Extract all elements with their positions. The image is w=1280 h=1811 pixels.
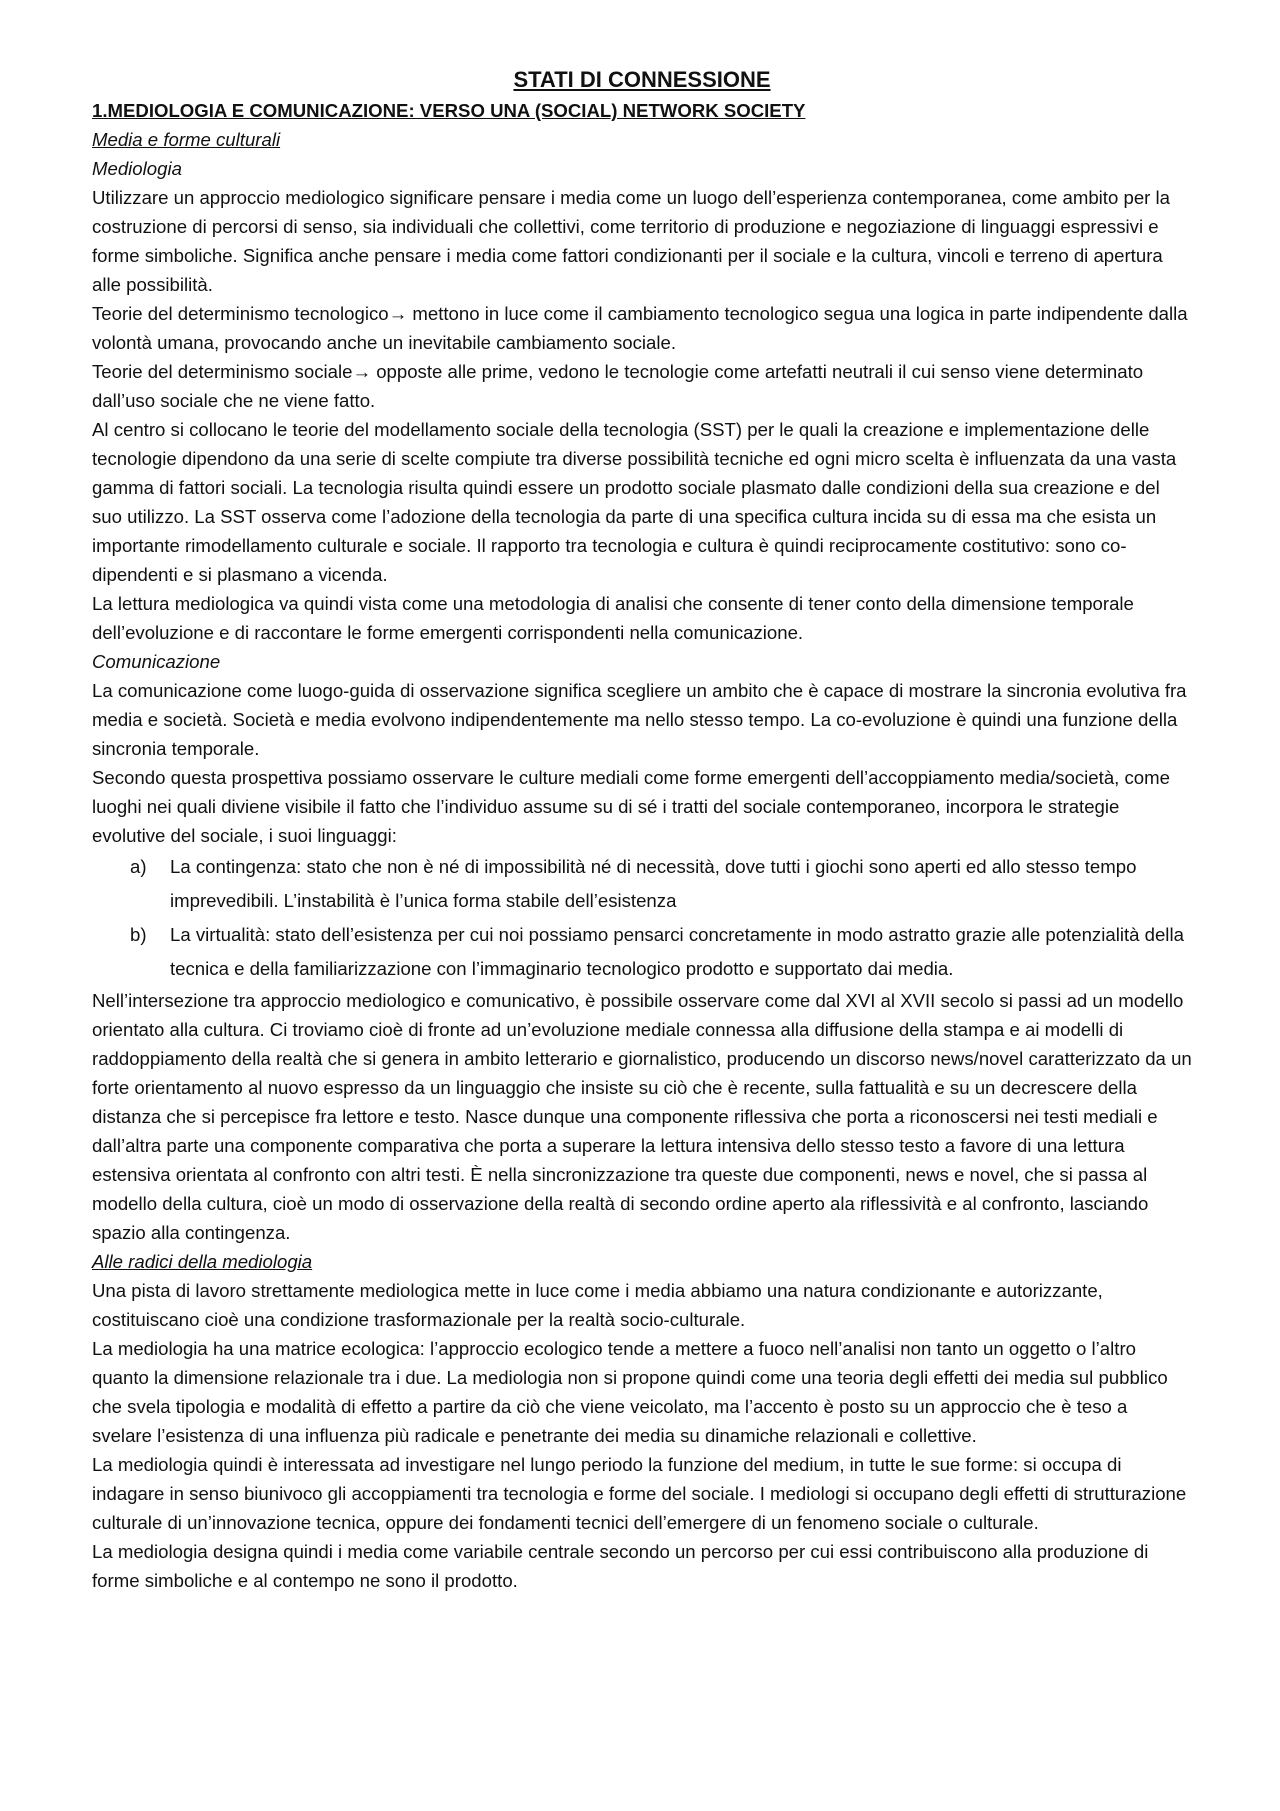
paragraph: La lettura mediologica va quindi vista come una metodologia di analisi che consente di tener conto della dimensione temporale dell’evoluzione e di raccontare le forme emergenti corrispondenti nella comunicazione. bbox=[92, 593, 1134, 643]
paragraph: Utilizzare un approccio mediologico significare pensare i media come un luogo dell’esperienza contemporanea, come ambito per la costruzione di percorsi di senso, sia individuali che collettivi, come territorio di produzione e negoziazione di linguaggi espressivi e forme simboliche. Significa anche pensare i media come fattori condizionanti per il sociale e la cultura, vincoli e terreno di apertura alle possibilità. bbox=[92, 187, 1170, 295]
arrow-right-icon: → bbox=[352, 361, 372, 382]
paragraph-rest: opposte alle prime, vedono le tecnologie come artefatti neutrali il cui senso viene determinato dall’uso sociale che ne viene fatto. bbox=[92, 361, 1144, 411]
list-marker: a) bbox=[130, 856, 147, 877]
subsection-heading-mediologia: Mediologia bbox=[92, 158, 182, 179]
paragraph: La mediologia quindi è interessata ad investigare nel lungo periodo la funzione del medium, in tutte le sue forme: si occupa di indagare in senso biunivoco gli accoppiamenti tra tecnologia e forme del sociale. I mediologi si occupano degli effetti di strutturazione culturale di un’innovazione tecnica, oppure dei fondamenti tecnici dell’emergere di un fenomeno sociale o culturale. bbox=[92, 1454, 1187, 1533]
paragraph: Nell’intersezione tra approccio mediologico e comunicativo, è possibile osservare come dal XVI al XVII secolo si passi ad un modello orientato alla cultura. Ci troviamo cioè di fronte ad un’evoluzione mediale connessa alla diffusione della stampa e ai modelli di raddoppiamento della realtà che si genera in ambito letterario e giornalistico, producendo un discorso news/novel caratterizzato da un forte orientamento al nuovo espresso da un linguaggio che insiste su ciò che è recente, sulla fattualità e su un decrescere della distanza che si percepisce fra lettore e testo. Nasce dunque una componente riflessiva che porta a riconoscersi nei testi mediali e dall’altra parte una componente comparativa che porta a superare la lettura intensiva dello stesso testo a favore di una lettura estensiva orientata al confronto con altri testi. È nella sincronizzazione tra queste due componenti, news e novel, che si passa al modello della cultura, cioè un modo di osservazione della realtà di secondo ordine aperto ala riflessività e al confronto, lasciando spazio alla contingenza. bbox=[92, 990, 1192, 1243]
document-body bbox=[92, 64, 1192, 1595]
list-item-text: La contingenza: stato che non è né di impossibilità né di necessità, dove tutti i giochi sono aperti ed allo stesso tempo imprevedibili. L’instabilità è l’unica forma stabile dell’esistenza bbox=[170, 856, 1137, 911]
section-heading-radici: Alle radici della mediologia bbox=[92, 1251, 313, 1272]
paragraph: Al centro si collocano le teorie del modellamento sociale della tecnologia (SST) per le quali la creazione e implementazione delle tecnologie dipendono da una serie di scelte compiute tra diverse possibilità tecniche ed ogni micro scelta è influenzata da una vasta gamma di fattori sociali. La tecnologia risulta quindi essere un prodotto sociale plasmato dalle condizioni della sua creazione e del suo utilizzo. La SST osserva come l’adozione della tecnologia da parte di una specifica cultura incida su di essa ma che esista un importante rimodellamento culturale e sociale. Il rapporto tra tecnologia e cultura è quindi reciprocamente costitutivo: sono co-dipendenti e si plasmano a vicenda. bbox=[92, 419, 1177, 585]
paragraph: La mediologia designa quindi i media come variabile centrale secondo un percorso per cui essi contribuiscono alla produzione di forme simboliche e al contempo ne sono il prodotto. bbox=[92, 1541, 1149, 1591]
subsection-heading-comunicazione: Comunicazione bbox=[92, 651, 221, 672]
section-heading-media: Media e forme culturali bbox=[92, 129, 281, 150]
paragraph-determinismo-sociale bbox=[92, 357, 1192, 415]
paragraph-determinismo-tecnologico bbox=[92, 299, 1192, 357]
paragraph-lead: Teorie del determinismo sociale bbox=[92, 361, 353, 382]
list-item bbox=[92, 850, 1192, 918]
document-title: STATI DI CONNESSIONE bbox=[513, 67, 771, 92]
list bbox=[92, 850, 1192, 986]
paragraph-lead: Teorie del determinismo tecnologico bbox=[92, 303, 389, 324]
list-marker: b) bbox=[130, 924, 147, 945]
chapter-heading: 1.MEDIOLOGIA E COMUNICAZIONE: VERSO UNA (SOCIAL) NETWORK SOCIETY bbox=[92, 100, 806, 121]
paragraph: La comunicazione come luogo-guida di osservazione significa scegliere un ambito che è capace di mostrare la sincronia evolutiva fra media e società. Società e media evolvono indipendentemente ma nello stesso tempo. La co-evoluzione è quindi una funzione della sincronia temporale. bbox=[92, 680, 1187, 759]
paragraph: La mediologia ha una matrice ecologica: l’approccio ecologico tende a mettere a fuoco nell’analisi non tanto un oggetto o l’altro quanto la dimensione relazionale tra i due. La mediologia non si propone quindi come una teoria degli effetti dei media sul pubblico che svela tipologia e modalità di effetto a partire da ciò che viene veicolato, ma l’accento è posto su un approccio che è teso a svelare l’esistenza di una influenza più radicale e penetrante dei media su dinamiche relazionali e collettive. bbox=[92, 1338, 1168, 1446]
paragraph: Una pista di lavoro strettamente mediologica mette in luce come i media abbiamo una natura condizionante e autorizzante, costituiscano cioè una condizione trasformazionale per la realtà socio-culturale. bbox=[92, 1280, 1103, 1330]
arrow-right-icon: → bbox=[388, 303, 408, 324]
list-item-text: La virtualità: stato dell’esistenza per cui noi possiamo pensarci concretamente in modo astratto grazie alle potenzialità della tecnica e della familiarizzazione con l’immaginario tecnologico prodotto e supportato dai media. bbox=[170, 924, 1184, 979]
paragraph-rest: mettono in luce come il cambiamento tecnologico segua una logica in parte indipendente dalla volontà umana, provocando anche un inevitabile cambiamento sociale. bbox=[92, 303, 1188, 353]
list-item bbox=[92, 918, 1192, 986]
paragraph: Secondo questa prospettiva possiamo osservare le culture mediali come forme emergenti dell’accoppiamento media/società, come luoghi nei quali diviene visibile il fatto che l’individuo assume su di sé i tratti del sociale contemporaneo, incorpora le strategie evolutive del sociale, i suoi linguaggi: bbox=[92, 767, 1170, 846]
